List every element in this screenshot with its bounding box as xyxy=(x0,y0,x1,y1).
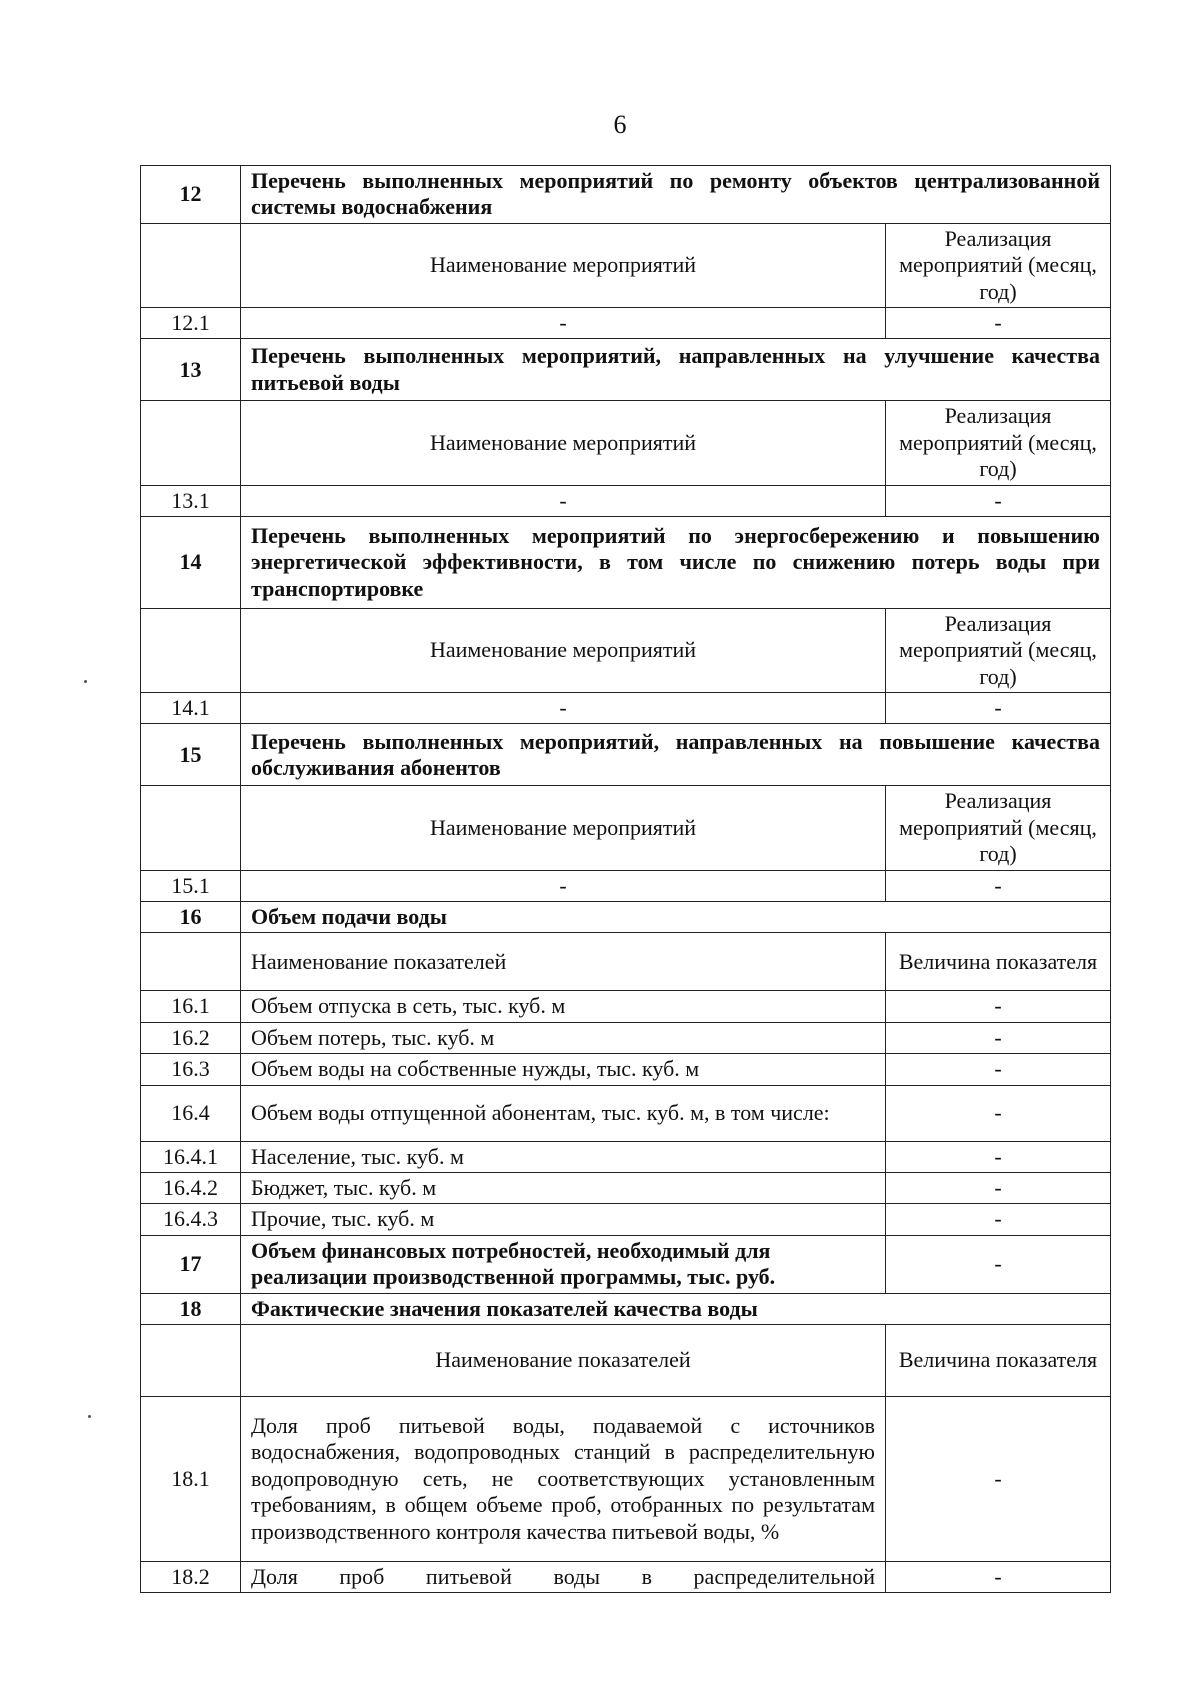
scan-speck xyxy=(88,1415,91,1418)
table-row xyxy=(141,1085,1111,1141)
header-measures-name: Наименование мероприятий xyxy=(241,223,886,307)
row-number: 16.1 xyxy=(141,991,241,1022)
section-title: Перечень выполненных мероприятий, направленных на улучшение качества питьевой воды xyxy=(241,339,1111,401)
section-title: Объем подачи воды xyxy=(241,902,1111,933)
header-measures-implementation: Реализация мероприятий (месяц, год) xyxy=(886,608,1111,692)
row-number: 18.2 xyxy=(141,1561,241,1592)
section-row-12 xyxy=(141,166,1111,224)
table-row xyxy=(141,1204,1111,1235)
row-name: Прочие, тыс. куб. м xyxy=(241,1204,886,1235)
row-value: - xyxy=(886,693,1111,724)
column-header-row xyxy=(141,608,1111,692)
table-row xyxy=(141,991,1111,1022)
production-program-table xyxy=(140,165,1111,1593)
section-row-17 xyxy=(141,1235,1111,1293)
header-measures-implementation: Реализация мероприятий (месяц, год) xyxy=(886,786,1111,870)
section-title: Перечень выполненных мероприятий по энергосбережению и повышению энергетической эффективности, в том числе по снижению потерь воды при транспортировке xyxy=(241,516,1111,608)
row-name: Доля проб питьевой воды в распределительной xyxy=(241,1561,886,1592)
header-measures-implementation: Реализация мероприятий (месяц, год) xyxy=(886,223,1111,307)
row-name: - xyxy=(241,693,886,724)
table-row xyxy=(141,1396,1111,1561)
section-number: 18 xyxy=(141,1293,241,1324)
table-row xyxy=(141,307,1111,338)
row-name: Объем воды на собственные нужды, тыс. куб. м xyxy=(241,1054,886,1085)
column-header-row xyxy=(141,786,1111,870)
table-row xyxy=(141,485,1111,516)
row-name: Население, тыс. куб. м xyxy=(241,1141,886,1172)
scan-speck xyxy=(84,680,87,683)
column-header-row xyxy=(141,933,1111,991)
table-row xyxy=(141,1172,1111,1203)
row-value: - xyxy=(886,1085,1111,1141)
row-value: - xyxy=(886,1561,1111,1592)
section-number: 14 xyxy=(141,516,241,608)
row-number: 16.4.1 xyxy=(141,1141,241,1172)
section-number: 15 xyxy=(141,724,241,786)
header-measures-name: Наименование мероприятий xyxy=(241,401,886,485)
section-number: 17 xyxy=(141,1235,241,1293)
row-value: - xyxy=(886,1141,1111,1172)
table-row xyxy=(141,1561,1111,1592)
section-title: Перечень выполненных мероприятий, направленных на повышение качества обслуживания абонентов xyxy=(241,724,1111,786)
empty-cell xyxy=(141,1324,241,1396)
header-indicators-name: Наименование показателей xyxy=(241,933,886,991)
header-measures-name: Наименование мероприятий xyxy=(241,608,886,692)
section-number: 13 xyxy=(141,339,241,401)
column-header-row xyxy=(141,223,1111,307)
row-value: - xyxy=(886,1054,1111,1085)
row-name: Объем отпуска в сеть, тыс. куб. м xyxy=(241,991,886,1022)
row-number: 18.1 xyxy=(141,1396,241,1561)
row-number: 14.1 xyxy=(141,693,241,724)
row-name: - xyxy=(241,485,886,516)
row-number: 13.1 xyxy=(141,485,241,516)
section-row-14 xyxy=(141,516,1111,608)
header-indicators-value: Величина показателя xyxy=(886,1324,1111,1396)
row-name: - xyxy=(241,870,886,901)
row-number: 16.2 xyxy=(141,1022,241,1053)
section-title: Объем финансовых потребностей, необходимый для реализации производственной программы, тыс. руб. xyxy=(241,1235,886,1293)
section-number: 16 xyxy=(141,902,241,933)
section-row-18 xyxy=(141,1293,1111,1324)
header-indicators-value: Величина показателя xyxy=(886,933,1111,991)
section-row-13 xyxy=(141,339,1111,401)
row-name: Доля проб питьевой воды, подаваемой с источников водоснабжения, водопроводных станций в распределительную водопроводную сеть, не соответствующих установленным требованиям, в общем объеме проб, отобранных по результатам производственного контроля качества питьевой воды, % xyxy=(241,1396,886,1561)
empty-cell xyxy=(141,223,241,307)
table-row xyxy=(141,870,1111,901)
table-row xyxy=(141,1022,1111,1053)
row-value: - xyxy=(886,991,1111,1022)
empty-cell xyxy=(141,401,241,485)
empty-cell xyxy=(141,933,241,991)
row-value: - xyxy=(886,870,1111,901)
column-header-row xyxy=(141,1324,1111,1396)
row-number: 15.1 xyxy=(141,870,241,901)
section-value: - xyxy=(886,1235,1111,1293)
section-number: 12 xyxy=(141,166,241,224)
row-number: 16.3 xyxy=(141,1054,241,1085)
header-measures-implementation: Реализация мероприятий (месяц, год) xyxy=(886,401,1111,485)
empty-cell xyxy=(141,786,241,870)
row-number: 16.4 xyxy=(141,1085,241,1141)
header-measures-name: Наименование мероприятий xyxy=(241,786,886,870)
row-name: Объем воды отпущенной абонентам, тыс. куб. м, в том числе: xyxy=(241,1085,886,1141)
row-name: Объем потерь, тыс. куб. м xyxy=(241,1022,886,1053)
row-name: - xyxy=(241,307,886,338)
section-row-15 xyxy=(141,724,1111,786)
table-row xyxy=(141,1054,1111,1085)
row-number: 16.4.3 xyxy=(141,1204,241,1235)
row-value: - xyxy=(886,485,1111,516)
page-number: 6 xyxy=(613,110,627,139)
column-header-row xyxy=(141,401,1111,485)
row-value: - xyxy=(886,307,1111,338)
table-row xyxy=(141,1141,1111,1172)
row-value: - xyxy=(886,1396,1111,1561)
empty-cell xyxy=(141,608,241,692)
section-row-16 xyxy=(141,902,1111,933)
section-title: Перечень выполненных мероприятий по ремонту объектов централизованной системы водоснабжения xyxy=(241,166,1111,224)
header-indicators-name: Наименование показателей xyxy=(241,1324,886,1396)
section-title: Фактические значения показателей качества воды xyxy=(241,1293,1111,1324)
table-row xyxy=(141,693,1111,724)
row-value: - xyxy=(886,1204,1111,1235)
row-number: 12.1 xyxy=(141,307,241,338)
row-value: - xyxy=(886,1022,1111,1053)
row-number: 16.4.2 xyxy=(141,1172,241,1203)
row-value: - xyxy=(886,1172,1111,1203)
row-name: Бюджет, тыс. куб. м xyxy=(241,1172,886,1203)
